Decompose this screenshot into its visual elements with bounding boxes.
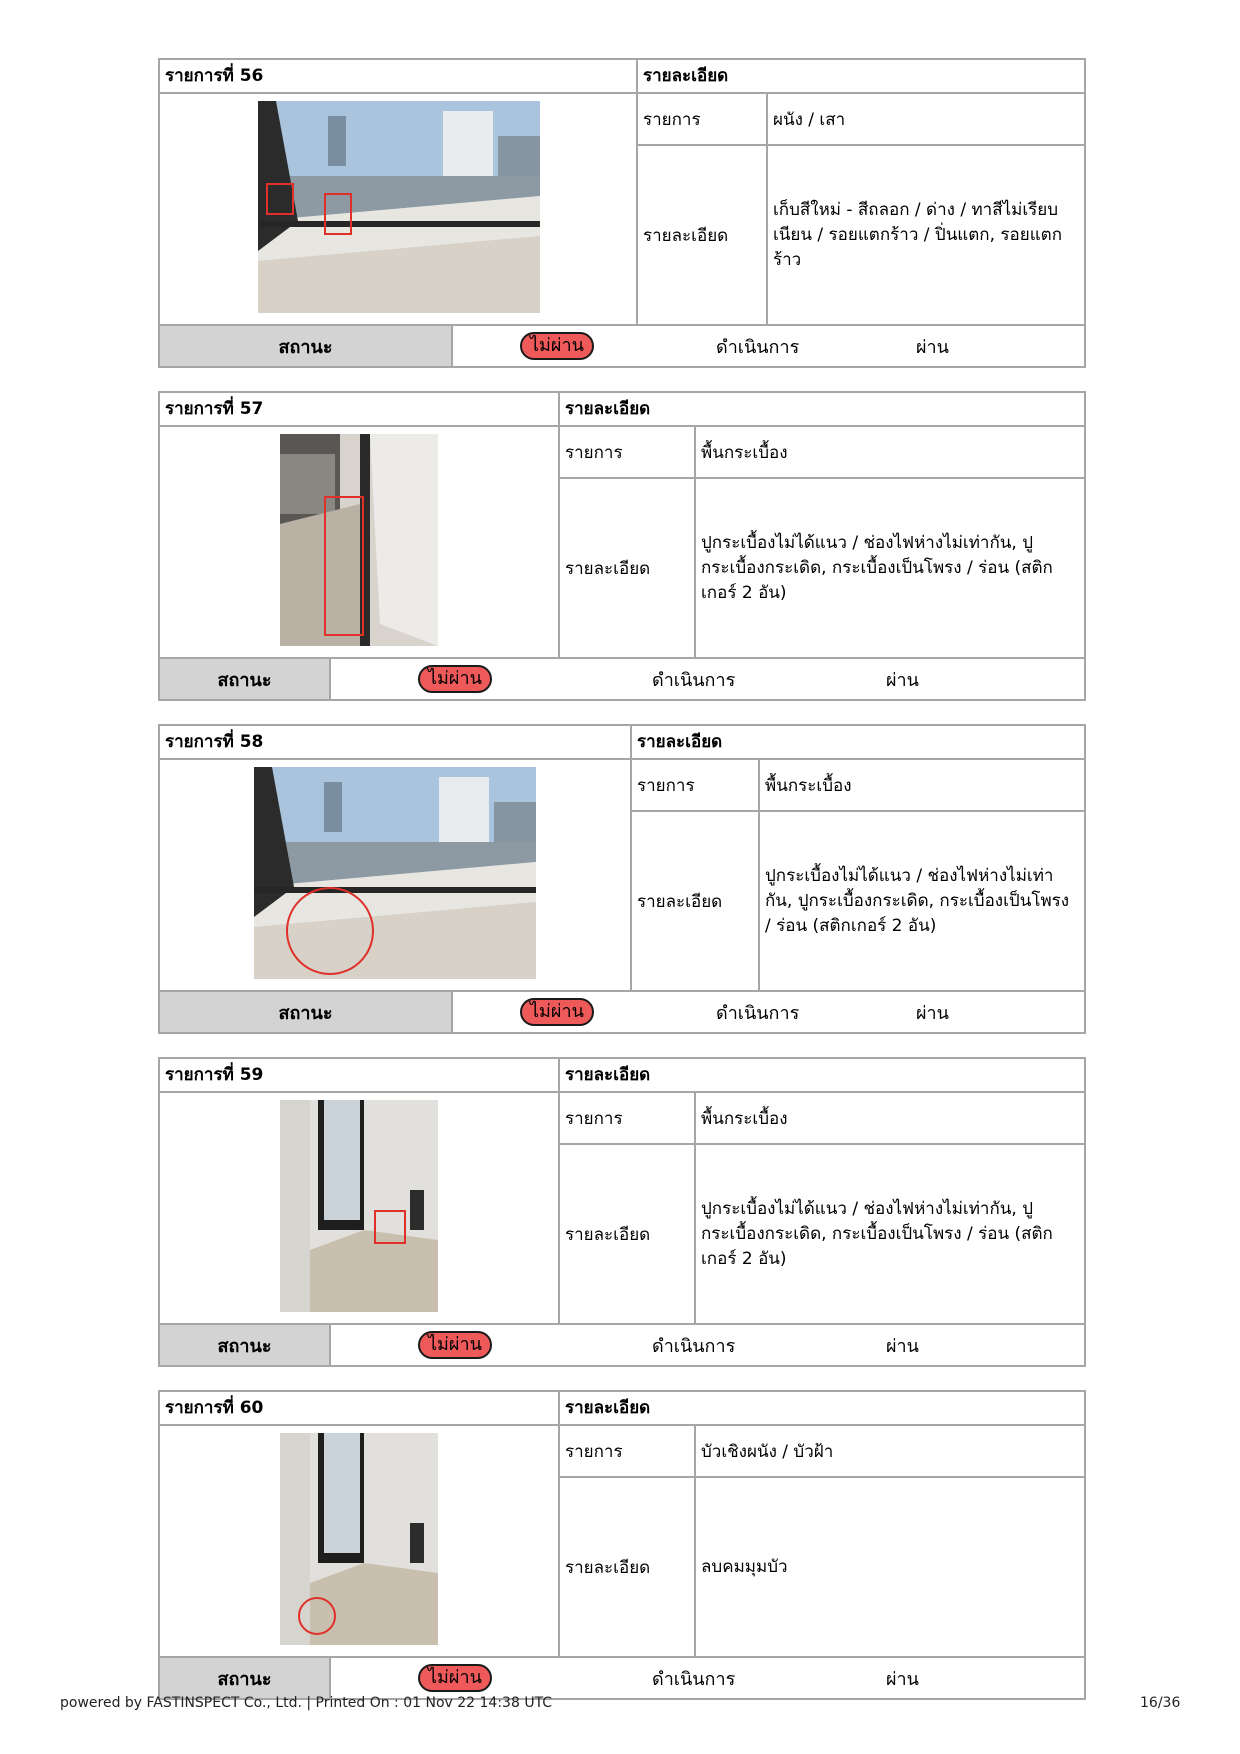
detail-label: รายละเอียด xyxy=(560,1478,696,1656)
item-number: รายการที่ 56 xyxy=(160,60,638,94)
detail-header: รายละเอียด xyxy=(638,60,1084,94)
status-fail[interactable] xyxy=(418,1658,492,1698)
status-fail[interactable] xyxy=(520,326,594,366)
defect-marker xyxy=(324,496,364,636)
item-value: พื้นกระเบื้อง xyxy=(765,775,852,796)
status-fail[interactable] xyxy=(520,992,594,1032)
fail-badge: ไม่ผ่าน xyxy=(418,1331,492,1359)
status-label: สถานะ xyxy=(160,992,453,1032)
page-number: 16/36 xyxy=(1140,1695,1181,1711)
defect-photo[interactable] xyxy=(254,767,536,979)
detail-header: รายละเอียด xyxy=(560,1392,1084,1426)
status-label: สถานะ xyxy=(160,1325,331,1365)
status-pass[interactable]: ผ่าน xyxy=(916,1002,949,1024)
detail-value: ปูกระเบื้องไม่ได้แนว / ช่องไฟห่างไม่เท่ากัน, ปูกระเบื้องกระเดิด, กระเบื้องเป็นโพรง / ร่อน (สติกเกอร์ 2 อัน) xyxy=(765,865,1070,936)
detail-value: ลบคมมุมบัว xyxy=(701,1556,788,1577)
fail-badge: ไม่ผ่าน xyxy=(520,998,594,1026)
item-number: รายการที่ 59 xyxy=(160,1059,560,1093)
status-fail[interactable] xyxy=(418,1325,492,1365)
item-label: รายการ xyxy=(560,1426,696,1476)
photo-cell xyxy=(160,94,638,324)
status-row xyxy=(160,657,1084,699)
detail-label: รายละเอียด xyxy=(632,812,760,990)
defect-photo[interactable] xyxy=(280,434,438,646)
status-label: สถานะ xyxy=(160,1658,331,1698)
defect-marker xyxy=(374,1210,406,1244)
status-in-progress[interactable]: ดำเนินการ xyxy=(652,1335,736,1357)
status-row xyxy=(160,990,1084,1032)
status-in-progress[interactable]: ดำเนินการ xyxy=(716,336,800,358)
inspection-item-58 xyxy=(158,724,1086,1034)
defect-marker xyxy=(286,887,374,975)
fail-badge: ไม่ผ่าน xyxy=(520,332,594,360)
defect-marker xyxy=(266,183,294,215)
item-label: รายการ xyxy=(560,1093,696,1143)
defect-photo[interactable] xyxy=(258,101,540,313)
detail-label: รายละเอียด xyxy=(560,479,696,657)
photo-cell xyxy=(160,427,560,657)
item-number: รายการที่ 60 xyxy=(160,1392,560,1426)
defect-marker xyxy=(324,193,352,235)
detail-header: รายละเอียด xyxy=(560,393,1084,427)
photo-cell xyxy=(160,1426,560,1656)
item-label: รายการ xyxy=(638,94,768,144)
status-row xyxy=(160,1323,1084,1365)
status-in-progress[interactable]: ดำเนินการ xyxy=(652,669,736,691)
inspection-item-57 xyxy=(158,391,1086,701)
status-label: สถานะ xyxy=(160,326,453,366)
detail-label: รายละเอียด xyxy=(560,1145,696,1323)
status-row xyxy=(160,324,1084,366)
item-label: รายการ xyxy=(560,427,696,477)
status-pass[interactable]: ผ่าน xyxy=(886,1668,919,1690)
defect-photo[interactable] xyxy=(280,1100,438,1312)
detail-value: เก็บสีใหม่ - สีถลอก / ด่าง / ทาสีไม่เรียบเนียน / รอยแตกร้าว / ปิ่นแตก, รอยแตกร้าว xyxy=(773,199,1062,270)
status-pass[interactable]: ผ่าน xyxy=(886,1335,919,1357)
item-value: พื้นกระเบื้อง xyxy=(701,442,788,463)
inspection-item-59 xyxy=(158,1057,1086,1367)
status-in-progress[interactable]: ดำเนินการ xyxy=(716,1002,800,1024)
item-label: รายการ xyxy=(632,760,760,810)
detail-label: รายละเอียด xyxy=(638,146,768,324)
status-pass[interactable]: ผ่าน xyxy=(886,669,919,691)
photo-cell xyxy=(160,1093,560,1323)
detail-header: รายละเอียด xyxy=(560,1059,1084,1093)
defect-photo[interactable] xyxy=(280,1433,438,1645)
fail-badge: ไม่ผ่าน xyxy=(418,1664,492,1692)
fail-badge: ไม่ผ่าน xyxy=(418,665,492,693)
inspection-item-56 xyxy=(158,58,1086,368)
item-value: พื้นกระเบื้อง xyxy=(701,1108,788,1129)
defect-marker xyxy=(298,1597,336,1635)
status-in-progress[interactable]: ดำเนินการ xyxy=(652,1668,736,1690)
status-fail[interactable] xyxy=(418,659,492,699)
status-label: สถานะ xyxy=(160,659,331,699)
item-value: ผนัง / เสา xyxy=(773,109,846,130)
status-row xyxy=(160,1656,1084,1698)
footer-print-info: powered by FASTINSPECT Co., Ltd. | Printed On : 01 Nov 22 14:38 UTC xyxy=(60,1695,553,1711)
item-number: รายการที่ 57 xyxy=(160,393,560,427)
detail-value: ปูกระเบื้องไม่ได้แนว / ช่องไฟห่างไม่เท่ากัน, ปูกระเบื้องกระเดิด, กระเบื้องเป็นโพรง / ร่อน (สติกเกอร์ 2 อัน) xyxy=(701,532,1053,603)
inspection-item-60 xyxy=(158,1390,1086,1700)
item-number: รายการที่ 58 xyxy=(160,726,632,760)
item-value: บัวเชิงผนัง / บัวฝ้า xyxy=(701,1441,834,1462)
photo-cell xyxy=(160,760,632,990)
detail-header: รายละเอียด xyxy=(632,726,1084,760)
status-pass[interactable]: ผ่าน xyxy=(916,336,949,358)
detail-value: ปูกระเบื้องไม่ได้แนว / ช่องไฟห่างไม่เท่ากัน, ปูกระเบื้องกระเดิด, กระเบื้องเป็นโพรง / ร่อน (สติกเกอร์ 2 อัน) xyxy=(701,1198,1053,1269)
